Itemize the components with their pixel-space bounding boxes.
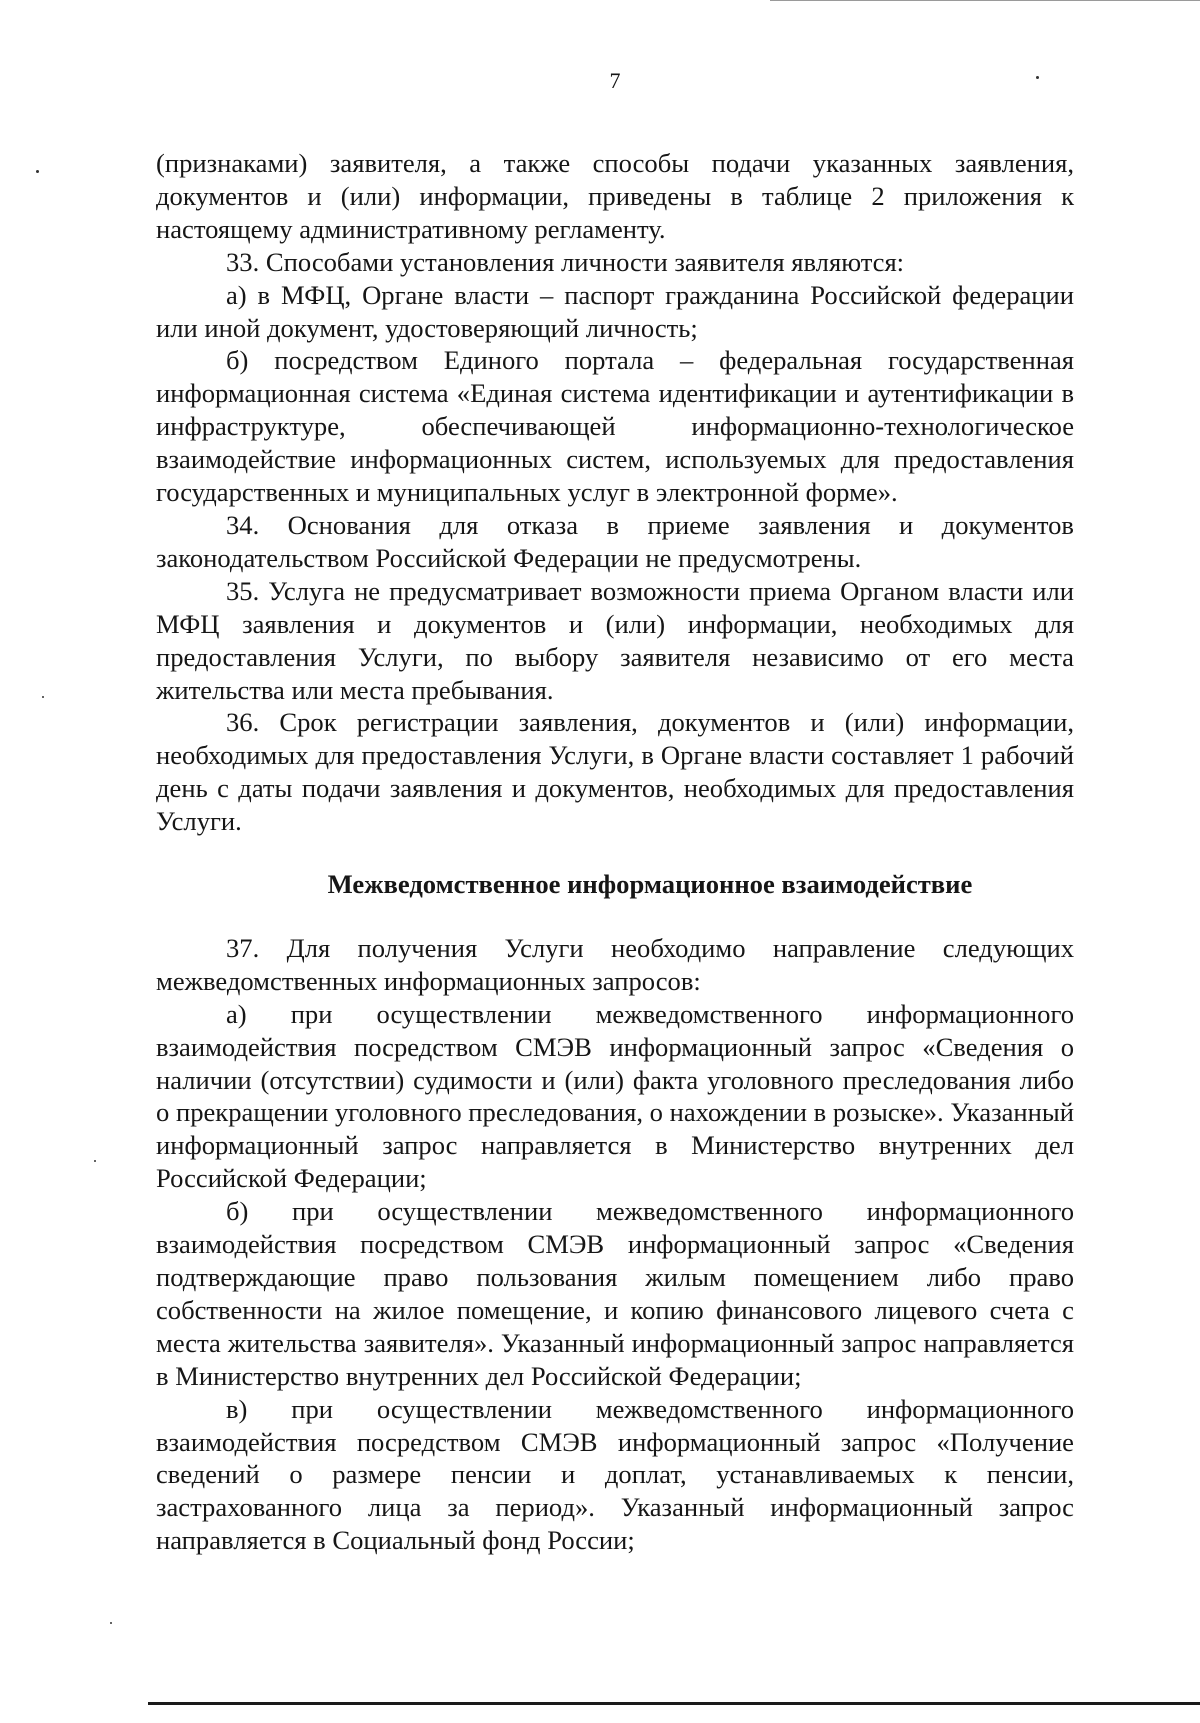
scan-artifact-line (770, 0, 1200, 1)
scan-artifact-line (148, 1702, 1200, 1705)
paragraph-33-b: б) посредством Единого портала – федеральная государственная информационная система «Единая система идентификации и аутентификации в инфраструктуре, обеспечивающей информационно-технологическое взаимодействие информационных систем, используемых для предоставления государственных и муниципальных услуг в электронной форме». (156, 345, 1074, 508)
scan-speck (94, 1160, 96, 1162)
paragraph-36: 36. Срок регистрации заявления, документов и (или) информации, необходимых для предоставления Услуги, в Органе власти составляет 1 рабочий день с даты подачи заявления и документов, необходимых для предоставления Услуги. (156, 707, 1074, 837)
page-number: 7 (609, 68, 621, 93)
paragraph-37: 37. Для получения Услуги необходимо направление следующих межведомственных информационных запросов: (156, 932, 1074, 996)
scan-speck (42, 696, 44, 698)
paragraph-34: 34. Основания для отказа в приеме заявления и документов законодательством Российской Федерации не предусмотрены. (156, 509, 1074, 573)
paragraph-37-a: а) при осуществлении межведомственного информационного взаимодействия посредством СМЭВ информационный запрос «Сведения о наличии (отсутствии) судимости и (или) факта уголовного преследования либо о прекращении уголовного преследования, о нахождении в розыске». Указанный информационный запрос направляется в Министерство внутренних дел Российской Федерации; (156, 998, 1074, 1194)
paragraph-continuation: (признаками) заявителя, а также способы подачи указанных заявления, документов и (или) информации, приведены в таблице 2 приложения к настоящему административному регламенту. (156, 148, 1074, 244)
paragraph-35: 35. Услуга не предусматривает возможности приема Органом власти или МФЦ заявления и документов и (или) информации, необходимых для предоставления Услуги, по выбору заявителя независимо от его места жительства или места пребывания. (156, 575, 1074, 705)
scan-speck (36, 170, 39, 173)
paragraph-33: 33. Способами установления личности заявителя являются: (226, 246, 905, 277)
paragraph-33-a: а) в МФЦ, Органе власти – паспорт гражданина Российской федерации или иной документ, удостоверяющий личность; (156, 279, 1074, 343)
scan-speck (1036, 76, 1039, 79)
paragraph-37-b: б) при осуществлении межведомственного информационного взаимодействия посредством СМЭВ информационный запрос «Сведения подтверждающие право пользования жилым помещением либо право собственности на жилое помещение, и копию финансового лицевого счета с места жительства заявителя». Указанный информационный запрос направляется в Министерство внутренних дел Российской Федерации; (156, 1196, 1074, 1391)
document-body (156, 147, 1074, 1557)
paragraph-37-c: в) при осуществлении межведомственного информационного взаимодействия посредством СМЭВ информационный запрос «Получение сведений о размере пенсии и доплат, устанавливаемых к пенсии, застрахованного лица за период». Указанный информационный запрос направляется в Социальный фонд России; (156, 1393, 1074, 1556)
scan-speck (110, 1622, 112, 1624)
section-heading: Межведомственное информационное взаимодействие (327, 869, 973, 900)
